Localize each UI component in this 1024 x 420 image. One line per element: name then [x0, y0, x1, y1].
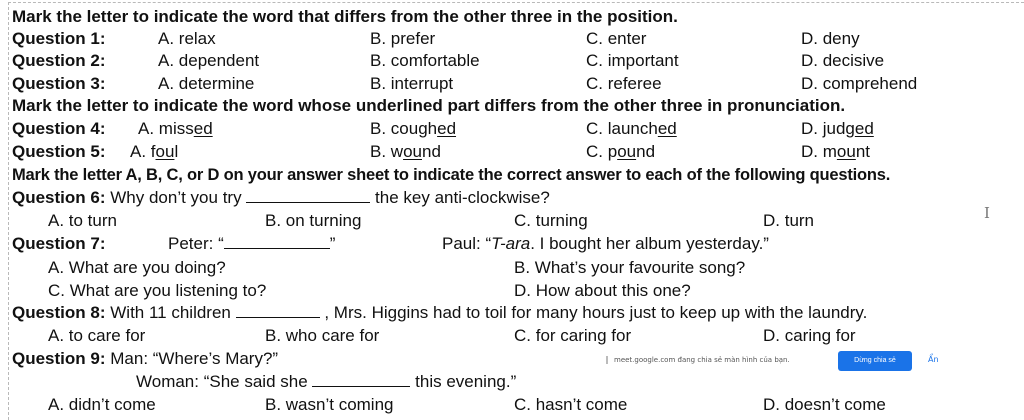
q7-speaker-paul: Paul: “ [442, 234, 492, 253]
q8-answer-blank [236, 303, 320, 318]
screen-share-bar [606, 346, 946, 376]
q8-stem-pre: With 11 children [110, 303, 231, 322]
q9-woman-pre: Woman: “She said she [136, 372, 308, 391]
q6-option-a: A. to turn [48, 211, 117, 230]
q8-option-b: B. who care for [265, 326, 380, 345]
q4-b-underlined: ed [437, 119, 457, 138]
q3-option-a: A. determine [158, 74, 255, 93]
q6-option-b: B. on turning [265, 211, 362, 230]
q9-option-d: D. doesn’t come [763, 395, 886, 414]
question-7-label: Question 7: [12, 234, 106, 253]
q7-paul-rest: . I bought her album yesterday.” [530, 234, 769, 253]
q4-option-c [586, 119, 677, 139]
q6-option-c: C. turning [514, 211, 588, 230]
q7-speaker-peter: Peter: “ [168, 234, 224, 253]
q5-c-post: nd [636, 142, 656, 161]
q5-d-underlined: ou [836, 142, 856, 161]
q1-option-c: C. enter [586, 29, 647, 48]
q6-option-d: D. turn [763, 211, 815, 230]
q9-option-c: C. hasn’t come [514, 395, 628, 414]
question-8-stem [12, 303, 867, 323]
q4-option-b [370, 119, 456, 139]
q1-option-a: A. relax [158, 29, 216, 48]
q9-woman-post: this evening.” [415, 372, 517, 391]
q3-option-b: B. interrupt [370, 74, 454, 93]
q5-a-post: l [174, 142, 179, 161]
q5-option-d [801, 142, 870, 162]
q1-option-d: D. deny [801, 29, 860, 48]
question-2-label: Question 2: [12, 51, 106, 70]
question-1-label: Question 1: [12, 29, 106, 48]
q2-option-d: D. decisive [801, 51, 885, 70]
q2-option-a: A. dependent [158, 51, 260, 70]
q7-close-quote: ” [329, 234, 336, 253]
q7-peter-line [168, 234, 335, 254]
q3-option-d: D. comprehend [801, 74, 918, 93]
q9-option-a: A. didn’t come [48, 395, 156, 414]
page-border-left [8, 2, 9, 420]
q9-stem: Man: “Where’s Mary?” [110, 349, 279, 368]
q4-option-d [801, 119, 874, 139]
question-5-label: Question 5: [12, 142, 106, 161]
q4-c-underlined: ed [657, 119, 677, 138]
q4-b-text: B. cough [370, 119, 438, 138]
q8-option-c: C. for caring for [514, 326, 632, 345]
q9-answer-blank [312, 372, 410, 387]
q7-option-c: C. What are you listening to? [48, 281, 267, 300]
q5-b-underlined: ou [403, 142, 422, 161]
q4-d-underlined: ed [854, 119, 874, 138]
question-4-label: Question 4: [12, 119, 106, 138]
q2-option-c: C. important [586, 51, 679, 70]
q4-a-text: A. miss [138, 119, 194, 138]
screen-share-message: meet.google.com đang chia sẻ màn hình của bạn. [614, 356, 790, 364]
instruction-grammar: Mark the letter A, B, C, or D on your answer sheet to indicate the correct answer to each of the following questions. [12, 166, 891, 184]
page-border-top [8, 2, 1024, 3]
q5-c-underlined: ou [617, 142, 637, 161]
q6-stem-pre: Why don’t you try [110, 188, 242, 207]
q4-a-underlined: ed [193, 119, 213, 138]
q7-option-a: A. What are you doing? [48, 258, 226, 277]
q8-stem-post: , Mrs. Higgins had to toil for many hours just to keep up with the laundry. [324, 303, 868, 322]
q5-option-b [370, 142, 441, 162]
q5-d-pre: D. m [801, 142, 837, 161]
instruction-stress: Mark the letter to indicate the word that differs from the other three in the position. [12, 7, 678, 26]
stop-sharing-button[interactable]: Dừng chia sẻ [838, 351, 912, 371]
q4-c-text: C. launch [586, 119, 658, 138]
q6-answer-blank [246, 188, 370, 203]
q3-option-c: C. referee [586, 74, 662, 93]
q6-stem-post: the key anti-clockwise? [375, 188, 550, 207]
q5-option-a [130, 142, 178, 162]
q5-d-post: nt [855, 142, 870, 161]
q5-a-pre: A. f [130, 142, 156, 161]
question-8-label: Question 8: [12, 303, 106, 322]
q7-paul-line [442, 234, 769, 254]
q9-option-b: B. wasn’t coming [265, 395, 394, 414]
q5-b-post: nd [421, 142, 441, 161]
text-cursor-icon: I [984, 204, 990, 222]
drag-handle-icon[interactable] [606, 356, 608, 364]
q7-option-b: B. What’s your favourite song? [514, 258, 746, 277]
q8-option-d: D. caring for [763, 326, 856, 345]
instruction-pronunciation: Mark the letter to indicate the word whose underlined part differs from the other three in pronunciation. [12, 96, 846, 115]
q1-option-b: B. prefer [370, 29, 436, 48]
q5-b-pre: B. w [370, 142, 404, 161]
question-3-label: Question 3: [12, 74, 106, 93]
q5-c-pre: C. p [586, 142, 618, 161]
hide-share-bar-button[interactable]: Ẩn [928, 355, 939, 364]
q4-option-a [138, 119, 213, 139]
q4-d-text: D. judg [801, 119, 855, 138]
question-9-label: Question 9: [12, 349, 106, 368]
q8-option-a: A. to care for [48, 326, 146, 345]
q2-option-b: B. comfortable [370, 51, 480, 70]
question-6-stem [12, 188, 550, 208]
q5-a-underlined: ou [155, 142, 175, 161]
question-9-stem [12, 349, 278, 369]
q7-band-name: T-ara [491, 234, 531, 253]
question-6-label: Question 6: [12, 188, 106, 207]
q7-answer-blank [224, 234, 330, 249]
q5-option-c [586, 142, 655, 162]
q9-woman-line [136, 372, 516, 392]
q7-option-d: D. How about this one? [514, 281, 691, 300]
